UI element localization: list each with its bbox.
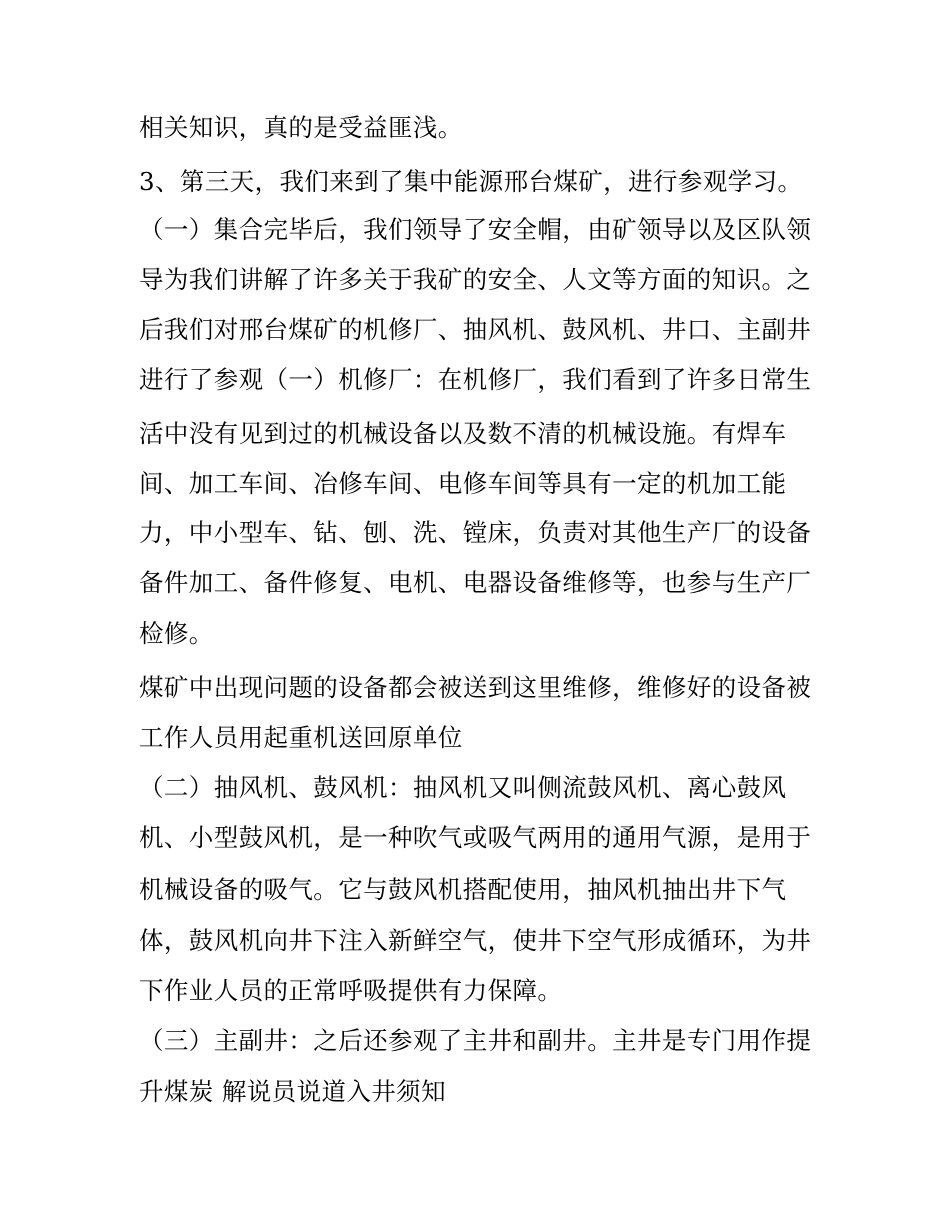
text-line: 升煤炭 解说员说道入井须知 <box>139 1077 446 1106</box>
text-line: 间、加工车间、冶修车间、电修车间等具有一定的机加工能 <box>139 469 787 498</box>
text-line: 导为我们讲解了许多关于我矿的安全、人文等方面的知识。之 <box>139 265 812 294</box>
text-line: 机械设备的吸气。它与鼓风机搭配使用，抽风机抽出井下气 <box>139 875 787 904</box>
text-line: 机、小型鼓风机，是一种吹气或吸气两用的通用气源，是用于 <box>139 823 812 852</box>
text-line: 力，中小型车、钻、刨、洗、镗床，负责对其他生产厂的设备 <box>139 518 812 547</box>
text-line: 活中没有见到过的机械设备以及数不清的机械设施。有焊车 <box>139 419 787 448</box>
text-line: 下作业人员的正常呼吸提供有力保障。 <box>139 976 563 1005</box>
text-line: 体，鼓风机向井下注入新鲜空气，使井下空气形成循环，为井 <box>139 926 812 955</box>
text-line: （一）集合完毕后，我们领导了安全帽，由矿领导以及区队领 <box>139 215 812 244</box>
text-line: 工作人员用起重机送回原单位 <box>139 723 463 752</box>
text-line: 煤矿中出现问题的设备都会被送到这里维修，维修好的设备被 <box>139 673 812 702</box>
text-line: （三）主副井：之后还参观了主井和副井。主井是专门用作提 <box>139 1026 812 1055</box>
text-line: （二）抽风机、鼓风机：抽风机又叫侧流鼓风机、离心鼓风 <box>139 773 787 802</box>
text-line: 后我们对邢台煤矿的机修厂、抽风机、鼓风机、井口、主副井 <box>139 315 812 344</box>
text-line: 相关知识，真的是受益匪浅。 <box>139 113 463 142</box>
text-line: 备件加工、备件修复、电机、电器设备维修等，也参与生产厂 <box>139 568 812 597</box>
text-line: 检修。 <box>139 619 214 648</box>
text-line: 进行了参观（一）机修厂：在机修厂，我们看到了许多日常生 <box>139 365 812 394</box>
text-line: 3、第三天，我们来到了集中能源邢台煤矿，进行参观学习。 <box>139 167 803 196</box>
